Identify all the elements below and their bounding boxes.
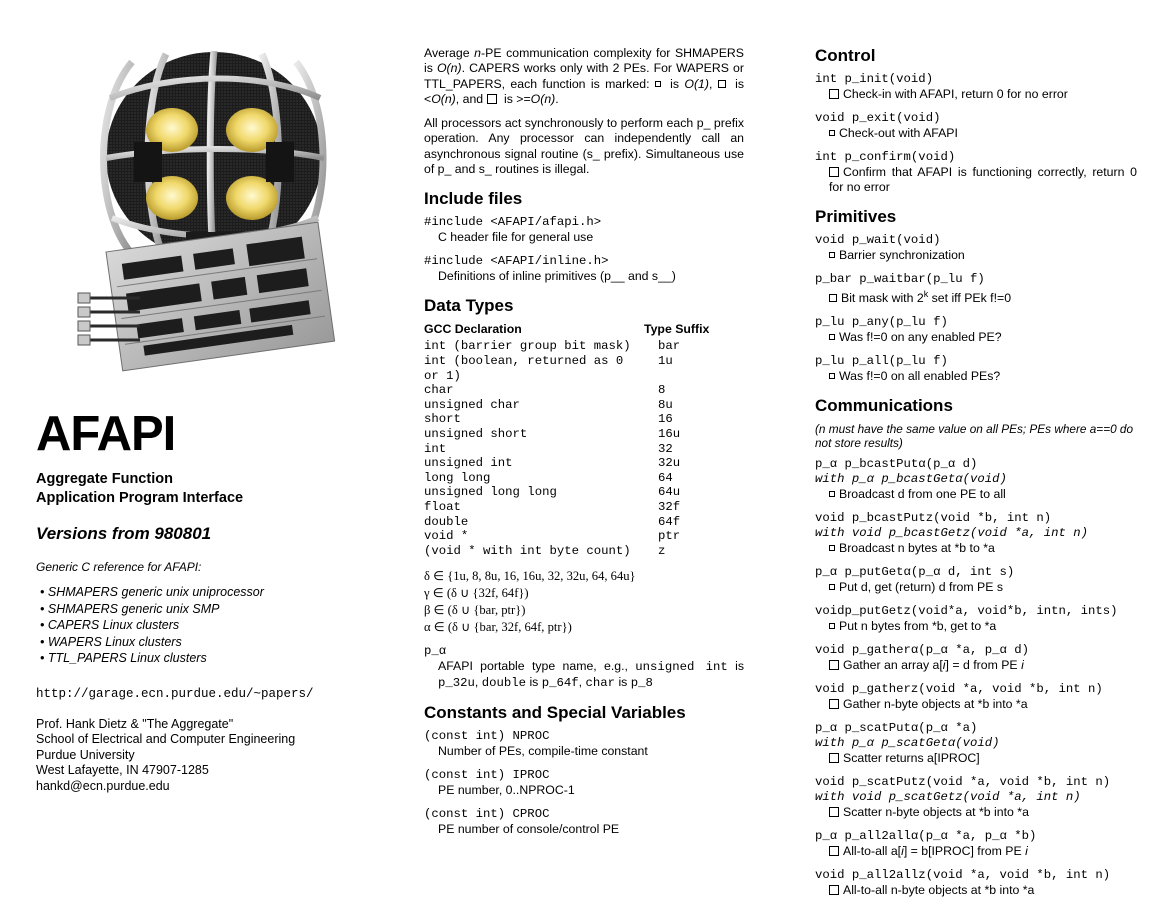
cell-declaration: char xyxy=(424,383,454,398)
table-row xyxy=(424,515,744,530)
function-desc xyxy=(829,619,1137,634)
function-desc xyxy=(829,330,1137,345)
cell-suffix: z xyxy=(658,543,666,558)
function-alt-signature: with void p_bcastGetz(void *a, int n) xyxy=(815,526,1089,541)
cell-declaration: void * xyxy=(424,529,469,544)
include-desc: C header file for general use xyxy=(438,230,594,245)
cell-suffix: 64u xyxy=(658,485,681,500)
complexity-marker xyxy=(829,252,835,258)
complexity-marker xyxy=(829,699,839,709)
complexity-marker xyxy=(829,545,835,551)
complexity-marker xyxy=(829,167,839,177)
cell-suffix: 64f xyxy=(658,514,681,529)
constant-desc: Number of PEs, compile-time constant xyxy=(438,744,648,759)
function-entry xyxy=(815,233,1137,263)
table-row xyxy=(424,427,744,442)
left-column xyxy=(34,46,384,794)
cell-suffix: 32f xyxy=(658,499,681,514)
list-item: • TTL_PAPERS Linux clusters xyxy=(40,650,384,667)
function-entry xyxy=(815,682,1137,712)
function-desc-text: Barrier synchronization xyxy=(839,248,965,262)
type-set-definition: α ∈ (δ ∪ {bar, 32f, 64f, ptr}) xyxy=(424,620,572,635)
complexity-marker xyxy=(829,753,839,763)
address-line: West Lafayette, IN 47907-1285 xyxy=(36,763,209,777)
cell-declaration: unsigned long long xyxy=(424,485,557,500)
cell-suffix: 16 xyxy=(658,412,673,427)
function-desc: Gather an array a[i] = d from PE i xyxy=(829,658,1137,673)
function-signature: p_bar p_waitbar(p_lu f) xyxy=(815,272,985,286)
function-desc-text: Put d, get (return) d from PE s xyxy=(839,580,1004,595)
cell-declaration: int (boolean, returned as 0 or 1) xyxy=(424,353,624,383)
type-set-definition: δ ∈ {1u, 8, 8u, 16, 16u, 32, 32u, 64, 64u} xyxy=(424,569,636,584)
function-desc-text: Was f!=0 on any enabled PE? xyxy=(839,330,1002,345)
function-entry xyxy=(815,829,1137,859)
table-header-row xyxy=(424,322,744,339)
function-alt-signature: with void p_scatGetz(void *a, int n) xyxy=(815,790,1081,805)
address-email[interactable]: hankd@ecn.purdue.edu xyxy=(36,778,170,793)
function-signature: void p_wait(void) xyxy=(815,233,941,247)
complexity-marker xyxy=(829,130,835,136)
function-desc xyxy=(829,751,1137,766)
function-desc-text: Was f!=0 on all enabled PEs? xyxy=(839,369,1001,384)
column-header-suffix: Type Suffix xyxy=(644,322,710,337)
function-entry xyxy=(815,272,1137,306)
function-signature: voidp_putGetz(void*a, void*b, intn, ints) xyxy=(815,604,1118,619)
complexity-marker xyxy=(829,807,839,817)
function-signature: p_lu p_all(p_lu f) xyxy=(815,354,948,369)
function-desc xyxy=(829,487,1137,502)
function-desc-text: Check-out with AFAPI xyxy=(839,126,958,140)
cell-suffix: 8u xyxy=(658,397,673,412)
type-set-definition: γ ∈ (δ ∪ {32f, 64f}) xyxy=(424,586,529,601)
function-desc-text: Scatter returns a[IPROC] xyxy=(843,751,980,766)
function-desc-text: Gather n-byte objects at *b into *a xyxy=(843,697,1028,712)
table-row xyxy=(424,398,744,413)
function-signature: void p_exit(void) xyxy=(815,111,941,125)
function-entry xyxy=(815,868,1137,898)
complexity-marker xyxy=(829,584,835,590)
function-alt-signature: with p_α p_scatGetα(void) xyxy=(815,736,1000,751)
function-entry xyxy=(815,721,1137,766)
portable-type-code: p_α xyxy=(424,644,447,659)
function-entry xyxy=(815,315,1137,345)
section-heading-constants: Constants and Special Variables xyxy=(424,703,686,723)
function-desc-text: Check-in with AFAPI, return 0 for no error xyxy=(843,87,1068,101)
function-signature: p_lu p_any(p_lu f) xyxy=(815,315,948,330)
cell-declaration: unsigned int xyxy=(424,456,513,471)
intro-paragraph-2: All processors act synchronously to perform each p_ prefix operation. Any processor can independently call an asynchronous signal routine (s_ prefix). Simultaneous use of p_ and s_ routines is illegal. xyxy=(424,116,744,177)
type-set-definition: β ∈ (δ ∪ {bar, ptr}) xyxy=(424,603,526,618)
function-desc-text: Scatter n-byte objects at *b into *a xyxy=(843,805,1029,820)
cell-suffix: 32u xyxy=(658,456,681,471)
constant-entry xyxy=(424,729,744,759)
section-heading-include-files: Include files xyxy=(424,189,523,209)
cell-declaration: int (barrier group bit mask) xyxy=(424,339,631,354)
function-entry xyxy=(815,565,1137,595)
function-signature: void p_gatherα(p_α *a, p_α d) xyxy=(815,643,1030,658)
function-desc-text: Confirm that AFAPI is functioning correctly, return 0 for no error xyxy=(829,165,1137,194)
generic-reference-label: Generic C reference for AFAPI: xyxy=(36,560,202,574)
section-heading-primitives: Primitives xyxy=(815,207,897,226)
function-signature: void p_scatPutz(void *a, void *b, int n) xyxy=(815,775,1111,790)
subtitle-line-1: Aggregate Function xyxy=(36,471,173,487)
cell-suffix: ptr xyxy=(658,529,681,544)
data-types-table xyxy=(424,322,744,558)
function-entry xyxy=(815,457,1137,502)
intro-paragraph-1: Average n-PE communication complexity for SHMAPERS is O(n). CAPERS works only with 2 PEs. For WAPERS or TTL_PAPERS, each function is marked: is O(1), is <O(n), and is >=O(n). xyxy=(424,46,744,106)
right-column xyxy=(815,46,1137,907)
cell-suffix: 16u xyxy=(658,426,681,441)
page-title: AFAPI xyxy=(36,407,176,461)
cell-declaration: short xyxy=(424,412,461,427)
function-entry xyxy=(815,775,1137,820)
complexity-marker xyxy=(829,294,837,302)
function-desc xyxy=(829,541,1137,556)
table-row xyxy=(424,456,744,471)
cell-declaration: float xyxy=(424,499,461,514)
complexity-marker xyxy=(829,373,835,379)
cell-suffix: bar xyxy=(658,339,681,354)
table-row xyxy=(424,500,744,515)
page-subtitle xyxy=(36,470,384,508)
function-entry xyxy=(815,354,1137,384)
list-item: • SHMAPERS generic unix uniprocessor xyxy=(40,584,384,601)
cell-declaration: unsigned char xyxy=(424,397,520,412)
function-entry xyxy=(815,150,1137,195)
cell-declaration: long long xyxy=(424,470,491,485)
function-entry xyxy=(815,643,1137,673)
constant-code: (const int) CPROC xyxy=(424,807,550,822)
function-entry xyxy=(815,72,1137,102)
function-signature: void p_bcastPutz(void *b, int n) xyxy=(815,511,1052,526)
address-line: Purdue University xyxy=(36,747,135,762)
portable-type-desc: AFAPI portable type name, e.g., unsigned int is p_32u, double is p_64f, char is p_8 xyxy=(438,659,744,691)
function-desc-text: Broadcast d from one PE to all xyxy=(839,487,1006,502)
author-address xyxy=(36,717,384,795)
include-code: #include <AFAPI/afapi.h> xyxy=(424,215,602,230)
function-desc xyxy=(829,248,1137,263)
versions-label: Versions from 980801 xyxy=(36,524,212,543)
include-entry xyxy=(424,215,744,245)
table-row xyxy=(424,383,744,398)
function-desc-text: Broadcast n bytes at *b to *a xyxy=(839,541,995,556)
cell-suffix: 1u xyxy=(658,353,673,368)
complexity-marker xyxy=(829,89,839,99)
constant-desc: PE number, 0..NPROC-1 xyxy=(438,783,575,798)
complexity-marker xyxy=(829,846,839,856)
include-code: #include <AFAPI/inline.h> xyxy=(424,254,609,269)
include-desc: Definitions of inline primitives (p__ and s__) xyxy=(438,269,676,284)
function-desc xyxy=(829,697,1137,712)
function-desc xyxy=(829,805,1137,820)
function-desc xyxy=(829,165,1137,195)
function-signature: p_α p_putGetα(p_α d, int s) xyxy=(815,565,1015,580)
function-signature: int p_confirm(void) xyxy=(815,150,956,164)
table-row xyxy=(424,485,744,500)
function-entry xyxy=(815,511,1137,556)
cell-suffix: 32 xyxy=(658,441,673,456)
function-desc xyxy=(829,580,1137,595)
middle-column xyxy=(424,46,744,846)
communications-note: (n must have the same value on all PEs; PEs where a==0 do not store results) xyxy=(815,422,1134,451)
cell-declaration: int xyxy=(424,441,447,456)
function-desc: Bit mask with 2$^k$ set iff PEk f!=0 xyxy=(829,287,1137,306)
cell-suffix: 64 xyxy=(658,470,673,485)
subtitle-line-2: Application Program Interface xyxy=(36,490,244,506)
cell-suffix: 8 xyxy=(658,383,666,398)
table-row xyxy=(424,412,744,427)
list-item: • WAPERS Linux clusters xyxy=(40,634,384,651)
function-signature: void p_all2allz(void *a, void *b, int n) xyxy=(815,868,1111,883)
project-url[interactable]: http://garage.ecn.purdue.edu/~papers/ xyxy=(36,686,314,701)
table-row xyxy=(424,529,744,544)
function-desc xyxy=(829,883,1137,898)
section-heading-control: Control xyxy=(815,46,876,65)
function-signature: p_α p_scatPutα(p_α *a) xyxy=(815,721,978,736)
function-entry xyxy=(815,604,1137,634)
function-desc-text: Put n bytes from *b, get to *a xyxy=(839,619,997,634)
constant-entry xyxy=(424,768,744,798)
address-line: Prof. Hank Dietz & "The Aggregate" xyxy=(36,716,234,731)
function-desc-text: All-to-all n-byte objects at *b into *a xyxy=(843,883,1035,898)
section-heading-communications: Communications xyxy=(815,396,953,416)
constant-code: (const int) NPROC xyxy=(424,729,550,744)
complexity-marker xyxy=(829,491,835,497)
function-signature: int p_init(void) xyxy=(815,72,934,86)
complexity-marker xyxy=(829,334,835,340)
constant-code: (const int) IPROC xyxy=(424,768,550,783)
function-desc xyxy=(829,369,1137,384)
address-line: School of Electrical and Computer Engineering xyxy=(36,732,296,746)
function-desc: All-to-all a[i] = b[IPROC] from PE i xyxy=(829,844,1137,859)
cell-declaration: double xyxy=(424,514,469,529)
include-entry xyxy=(424,254,744,284)
function-signature: p_α p_all2allα(p_α *a, p_α *b) xyxy=(815,829,1037,844)
table-row xyxy=(424,544,744,559)
list-item: • SHMAPERS generic unix SMP xyxy=(40,601,384,618)
function-signature: void p_gatherz(void *a, void *b, int n) xyxy=(815,682,1103,697)
table-row xyxy=(424,471,744,486)
function-desc xyxy=(829,126,1137,141)
table-row xyxy=(424,339,744,354)
function-entry xyxy=(815,111,1137,141)
table-row xyxy=(424,442,744,457)
section-heading-data-types: Data Types xyxy=(424,296,514,316)
complexity-marker xyxy=(829,623,835,629)
list-item: • CAPERS Linux clusters xyxy=(40,617,384,634)
complexity-marker xyxy=(829,660,839,670)
function-signature: p_α p_bcastPutα(p_α d) xyxy=(815,457,978,472)
constant-desc: PE number of console/control PE xyxy=(438,822,620,837)
column-header-declaration: GCC Declaration xyxy=(424,322,522,337)
cell-declaration: (void * with int byte count) xyxy=(424,543,631,558)
complexity-marker xyxy=(829,885,839,895)
afapi-cluster-photo xyxy=(74,46,374,396)
function-alt-signature: with p_α p_bcastGetα(void) xyxy=(815,472,1007,487)
platform-list xyxy=(34,584,384,667)
table-row xyxy=(424,354,744,383)
function-desc xyxy=(829,87,1137,102)
cell-declaration: unsigned short xyxy=(424,426,528,441)
constant-entry xyxy=(424,807,744,837)
